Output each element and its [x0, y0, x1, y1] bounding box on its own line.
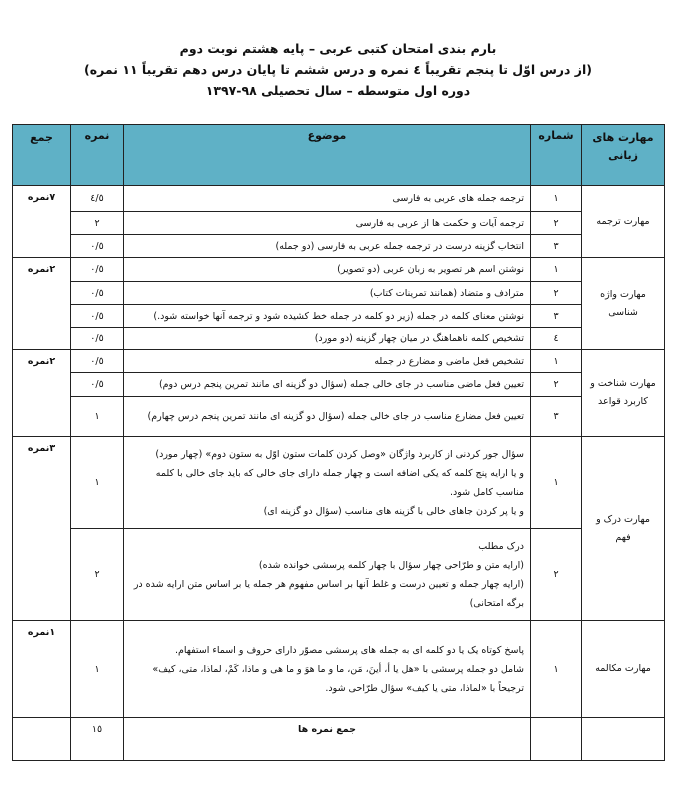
topic-cell — [124, 235, 531, 258]
item-score: ١ — [71, 397, 124, 437]
col-header-skill: مهارت های زبانی — [582, 125, 665, 186]
table-row — [13, 437, 665, 529]
sum-empty-cell — [531, 718, 582, 761]
table-row — [13, 328, 665, 350]
item-number: ١ — [531, 350, 582, 373]
topic-text: نوشتن معنای کلمه در جمله (زیر دو کلمه در جمله خط کشیده شود و ترجمه آنها خواسته شود.) — [153, 310, 524, 322]
topic-text: ترجمه آیات و حکمت ها از عربی به فارسی — [355, 217, 524, 229]
topic-cell — [124, 186, 531, 212]
item-number: ٢ — [531, 373, 582, 397]
item-score: ٢ — [71, 529, 124, 621]
skill-cell: مهارت واژه شناسی — [582, 258, 665, 350]
group-total: ٣نمره — [13, 437, 71, 621]
topic-text: تعیین فعل مضارع مناسب در جای خالی جمله (سؤال دو گزینه ای مانند تمرین پنجم درس چهارم) — [147, 411, 524, 422]
table-row — [13, 397, 665, 437]
topic-text: تشخیص کلمه ناهماهنگ در میان چهار گزینه (دو مورد) — [314, 333, 524, 344]
topic-cell — [124, 258, 531, 282]
topic-text: پاسخ کوتاه یک یا دو کلمه ای به جمله های پرسشی مصوّر دارای حروف و اسماء استفهام. — [174, 644, 524, 656]
topic-cell — [124, 397, 531, 437]
table-row — [13, 235, 665, 258]
topic-text: (ارایه چهار جمله و تعیین درست و غلط آنها بر اساس مفهوم هر جمله یا بر اساس متن ارایه شده در برگه امتحانی) — [133, 578, 524, 609]
item-number: ٤ — [531, 328, 582, 350]
topic-text: سؤال جور کردنی از کاربرد واژگان «وصل کردن کلمات ستون اوّل به ستون دوم» (چهار مورد) — [155, 448, 524, 460]
table-row — [13, 258, 665, 282]
group-total: ٧نمره — [13, 186, 71, 258]
topic-cell — [124, 437, 531, 529]
topic-text: مترادف و متضاد (همانند تمرینات کتاب) — [369, 287, 524, 299]
topic-text: نوشتن اسم هر تصویر به زبان عربی (دو تصویر) — [337, 264, 524, 275]
table-row — [13, 350, 665, 373]
score-table — [12, 124, 665, 761]
topic-cell — [124, 282, 531, 305]
topic-text: ترجیحاً با «لماذا، متی یا کیف» سؤال طرّاحی شود. — [325, 682, 524, 694]
item-score: ٢ — [71, 212, 124, 235]
table-header-row — [13, 125, 665, 186]
item-number: ١ — [531, 186, 582, 212]
item-number: ١ — [531, 621, 582, 718]
document-header — [0, 38, 676, 101]
sum-score: ١٥ — [71, 718, 124, 761]
table-row — [13, 529, 665, 621]
item-score: ١ — [71, 437, 124, 529]
sum-row — [13, 718, 665, 761]
title-line-1: بارم بندی امتحان کتبی عربی – پایه هشتم نوبت دوم — [179, 41, 497, 56]
group-total: ١نمره — [13, 621, 71, 718]
item-score: ١ — [71, 621, 124, 718]
col-header-score: نمره — [71, 125, 124, 186]
topic-text: انتخاب گزینه درست در ترجمه جمله عربی به فارسی (دو جمله) — [275, 240, 524, 252]
table-row — [13, 305, 665, 328]
item-score: ٤/٥ — [71, 186, 124, 212]
item-number: ٣ — [531, 235, 582, 258]
item-score: ٠/٥ — [71, 350, 124, 373]
topic-text: تشخیص فعل ماضی و مضارع در جمله — [374, 355, 524, 367]
topic-cell — [124, 350, 531, 373]
topic-text: ترجمه جمله های عربی به فارسی — [392, 193, 524, 204]
col-header-total: جمع — [13, 125, 71, 186]
item-score: ٠/٥ — [71, 235, 124, 258]
title-line-3: دوره اول متوسطه – سال تحصیلی ٩٨-١٣٩٧ — [205, 83, 471, 98]
table-row — [13, 282, 665, 305]
table-body — [13, 186, 665, 761]
title-line-2: (از درس اوّل تا پنجم تقریباً ٤ نمره و درس ششم تا پایان درس دهم تقریباً ١١ نمره) — [84, 62, 592, 77]
item-number: ١ — [531, 258, 582, 282]
table-row — [13, 212, 665, 235]
group-total: ٢نمره — [13, 258, 71, 350]
topic-text: تعیین فعل ماضی مناسب در جای خالی جمله (سؤال دو گزینه ای مانند تمرین پنجم درس دوم) — [158, 379, 524, 390]
table-row — [13, 373, 665, 397]
topic-cell — [124, 373, 531, 397]
item-number: ٣ — [531, 397, 582, 437]
table-row — [13, 186, 665, 212]
topic-cell — [124, 305, 531, 328]
sum-empty-cell — [13, 718, 71, 761]
item-number: ١ — [531, 437, 582, 529]
topic-cell — [124, 621, 531, 718]
item-number: ٢ — [531, 529, 582, 621]
skill-cell: مهارت مکالمه — [582, 621, 665, 718]
group-total: ٢نمره — [13, 350, 71, 437]
topic-cell — [124, 328, 531, 350]
skill-cell: مهارت شناخت و کاربرد قواعد — [582, 350, 665, 437]
topic-text: شامل دو جمله پرسشی با «هل یا أ، أینَ، مَن، ما و ما هوَ و ما هی و ماذا، کَمْ، لماذا، متی، کیف» — [152, 663, 524, 675]
skill-cell: مهارت ترجمه — [582, 186, 665, 258]
item-score: ٠/٥ — [71, 373, 124, 397]
topic-cell — [124, 212, 531, 235]
topic-text: درک مطلب — [478, 540, 524, 552]
table-row — [13, 621, 665, 718]
col-header-num: شماره — [531, 125, 582, 186]
item-score: ٠/٥ — [71, 282, 124, 305]
topic-text: و یا ارایه پنج کلمه که یکی اضافه است و چهار جمله دارای جای خالی که باید جای خالی با کلمه مناسب کامل شود. — [155, 467, 524, 498]
sum-label: جمع نمره ها — [124, 718, 531, 761]
item-score: ٠/٥ — [71, 258, 124, 282]
topic-text: و یا پر کردن جاهای خالی با گزینه های مناسب (سؤال دو گزینه ای) — [263, 505, 524, 517]
sum-empty-cell — [582, 718, 665, 761]
col-header-topic: موضوع — [124, 125, 531, 186]
item-number: ٢ — [531, 282, 582, 305]
item-score: ٠/٥ — [71, 328, 124, 350]
item-score: ٠/٥ — [71, 305, 124, 328]
topic-cell — [124, 529, 531, 621]
topic-text: (ارایه متن و طرّاحی چهار سؤال با چهار کلمه پرسشی خوانده شده) — [258, 559, 524, 571]
item-number: ٢ — [531, 212, 582, 235]
skill-cell: مهارت درک و فهم — [582, 437, 665, 621]
item-number: ٣ — [531, 305, 582, 328]
